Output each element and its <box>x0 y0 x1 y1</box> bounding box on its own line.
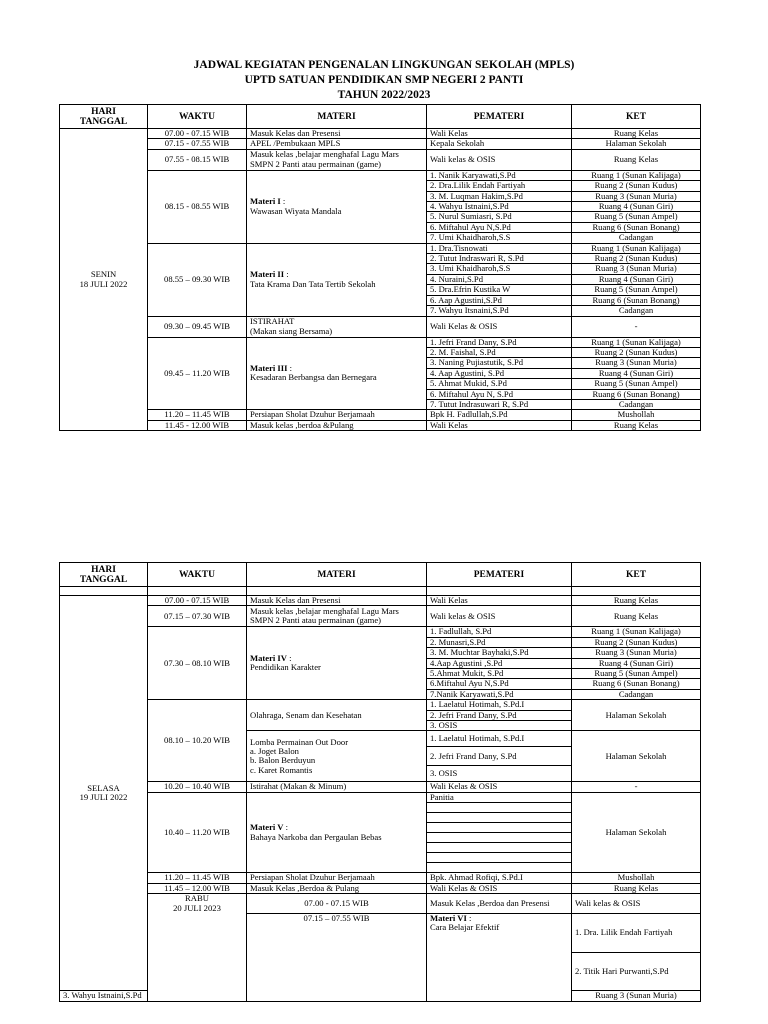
time-cell: 07.30 – 08.10 WIB <box>148 627 247 700</box>
ket-cell: Ruang 3 (Sunan Muria) <box>572 264 701 274</box>
table-row <box>60 792 701 802</box>
ket-cell: Ruang 5 (Sunan Ampel) <box>572 212 701 222</box>
materi-cell: Materi IV : Pendidikan Karakter <box>247 627 427 700</box>
table-row <box>60 606 701 627</box>
table-row <box>60 627 701 637</box>
time-cell: 07.15 - 07.55 WIB <box>148 139 247 149</box>
ket-cell: Ruang 2 (Sunan Kudus) <box>572 181 701 191</box>
ket-cell: Ruang 6 (Sunan Bonang) <box>572 222 701 232</box>
pemateri-cell: 7. Tutut Indrasuwari R, S.Pd <box>427 399 572 409</box>
ket-cell: Ruang 4 (Sunan Giri) <box>572 274 701 284</box>
ket-cell: Ruang 3 (Sunan Muria) <box>572 191 701 201</box>
materi-cell: Materi VI : Cara Belajar Efektif <box>427 913 572 1001</box>
ket-cell: Mushollah <box>572 873 701 883</box>
header-hari: HARI TANGGAL <box>60 105 148 129</box>
header-waktu: WAKTU <box>148 563 247 587</box>
doc-title-1: JADWAL KEGIATAN PENGENALAN LINGKUNGAN SEKOLAH (MPLS) <box>193 59 575 71</box>
time-cell: 09.30 – 09.45 WIB <box>148 316 247 337</box>
time-cell: 10.40 – 11.20 WIB <box>148 792 247 872</box>
pemateri-cell: 5. Ahmat Mukid, S.Pd <box>427 379 572 389</box>
ket-cell: - <box>572 316 701 337</box>
header-materi: MATERI <box>247 105 427 129</box>
materi-cell: Materi I : Wawasan Wiyata Mandala <box>247 170 427 243</box>
pemateri-cell: 4. Wahyu Istnaini,S.Pd <box>427 202 572 212</box>
pemateri-cell: 2. Jefri Frand Dany, S.Pd <box>427 710 572 720</box>
time-cell: 07.00 - 07.15 WIB <box>148 596 247 606</box>
table-row <box>60 170 701 180</box>
ket-cell: Ruang 1 (Sunan Kalijaga) <box>572 627 701 637</box>
ket-cell: - <box>572 782 701 792</box>
ket-cell: Cadangan <box>572 689 701 699</box>
ket-cell: Ruang Kelas <box>572 596 701 606</box>
pemateri-cell: 3. M. Muchtar Bayhaki,S.Pd <box>427 648 572 658</box>
table-row <box>60 700 701 710</box>
schedule-table-monday <box>59 104 701 431</box>
ket-cell: Ruang 6 (Sunan Bonang) <box>572 389 701 399</box>
pemateri-cell: Wali kelas & OSIS <box>572 894 701 914</box>
schedule-table-tuesday <box>59 562 701 1002</box>
materi-cell: Masuk Kelas dan Presensi <box>247 129 427 139</box>
pemateri-cell: 3. Wahyu Istnaini,S.Pd <box>60 991 148 1001</box>
table-row <box>60 243 701 253</box>
ket-cell: Ruang 6 (Sunan Bonang) <box>572 679 701 689</box>
header-waktu: WAKTU <box>148 105 247 129</box>
materi-cell: Masuk kelas ,belajar menghafal Lagu Mars SMPN 2 Panti atau permainan (game) <box>247 149 427 170</box>
materi-cell: Masuk kelas ,berdoa &Pulang <box>247 420 427 430</box>
pemateri-cell: 2. Titik Hari Purwanti,S.Pd <box>572 952 701 991</box>
table-header-row <box>60 105 701 129</box>
materi-cell: Materi II : Tata Krama Dan Tata Tertib Sekolah <box>247 243 427 316</box>
pemateri-cell: 7. Wahyu Itsnaini,S.Pd <box>427 306 572 316</box>
materi-cell: Persiapan Sholat Dzuhur Berjamaah <box>247 410 427 420</box>
table-row <box>60 410 701 420</box>
pemateri-cell: 1. Dra.Tisnowati <box>427 243 572 253</box>
ket-cell: Ruang 2 (Sunan Kudus) <box>572 637 701 647</box>
pemateri-cell: 4.Aap Agustini ,S.Pd <box>427 658 572 668</box>
ket-cell: Ruang 1 (Sunan Kalijaga) <box>572 337 701 347</box>
table-row <box>60 894 701 914</box>
ket-cell: Ruang 3 (Sunan Muria) <box>572 648 701 658</box>
ket-cell: Ruang 2 (Sunan Kudus) <box>572 347 701 357</box>
ket-cell: Ruang 1 (Sunan Kalijaga) <box>572 243 701 253</box>
ket-cell: Ruang 2 (Sunan Kudus) <box>572 254 701 264</box>
doc-title-3: TAHUN 2022/2023 <box>337 89 431 101</box>
pemateri-cell <box>427 803 572 813</box>
materi-cell: Masuk Kelas dan Presensi <box>247 596 427 606</box>
pemateri-cell: 6. Miftahul Ayu N, S.Pd <box>427 389 572 399</box>
header-hari: HARI TANGGAL <box>60 563 148 587</box>
ket-cell: Halaman Sekolah <box>572 700 701 731</box>
pemateri-cell: 2. M. Faishal, S.Pd <box>427 347 572 357</box>
time-cell: 11.45 – 12.00 WIB <box>148 883 247 893</box>
materi-cell: ISTIRAHAT (Makan siang Bersama) <box>247 316 427 337</box>
materi-cell: Masuk Kelas ,Berdoa & Pulang <box>247 883 427 893</box>
ket-cell: Ruang 6 (Sunan Bonang) <box>572 295 701 305</box>
time-cell: 07.00 - 07.15 WIB <box>247 894 427 914</box>
time-cell: 11.20 – 11.45 WIB <box>148 410 247 420</box>
pemateri-cell: Bpk. Ahmad Rofiqi, S.Pd.I <box>427 873 572 883</box>
pemateri-cell: Wali kelas & OSIS <box>427 149 572 170</box>
table-row <box>60 149 701 170</box>
ket-cell: Halaman Sekolah <box>572 792 701 872</box>
ket-cell: Ruang 3 (Sunan Muria) <box>572 991 701 1001</box>
time-cell: 08.10 – 10.20 WIB <box>148 700 247 782</box>
pemateri-cell: 6. Miftahul Ayu N,S.Pd <box>427 222 572 232</box>
header-materi: MATERI <box>247 563 427 587</box>
pemateri-cell: 2. Dra.Lilik Endah Fartiyah <box>427 181 572 191</box>
pemateri-cell: 2. Tutut Indraswari R, S.Pd <box>427 254 572 264</box>
ket-cell: Cadangan <box>572 306 701 316</box>
header-pemateri: PEMATERI <box>427 563 572 587</box>
time-cell: 07.55 - 08.15 WIB <box>148 149 247 170</box>
pemateri-cell <box>427 863 572 873</box>
pemateri-cell: 1. Dra. Lilik Endah Fartiyah <box>572 913 701 952</box>
time-cell: 07.15 – 07.30 WIB <box>148 606 247 627</box>
pemateri-cell: 5.Ahmat Mukit, S.Pd <box>427 669 572 679</box>
pemateri-cell: 3. Umi Khaidharoh,S.S <box>427 264 572 274</box>
day-cell: SELASA 19 JULI 2022 <box>60 596 148 991</box>
ket-cell: Ruang Kelas <box>572 149 701 170</box>
time-cell: 08.15 - 08.55 WIB <box>148 170 247 243</box>
ket-cell: Ruang 5 (Sunan Ampel) <box>572 379 701 389</box>
pemateri-cell: 1. Jefri Frand Dany, S.Pd <box>427 337 572 347</box>
pemateri-cell <box>427 833 572 843</box>
pemateri-cell <box>427 843 572 853</box>
ket-cell: Ruang Kelas <box>572 420 701 430</box>
pemateri-cell: 2. Munasri,S.Pd <box>427 637 572 647</box>
pemateri-cell: 2. Jefri Frand Dany, S.Pd <box>427 747 572 766</box>
pemateri-cell <box>427 813 572 823</box>
pemateri-cell: 7. Umi Khaidharoh,S.S <box>427 233 572 243</box>
table-row <box>60 596 701 606</box>
pemateri-cell <box>427 853 572 863</box>
materi-cell: Lomba Permainan Out Door a. Joget Balon b. Balon Berduyun c. Karet Romantis <box>247 731 427 782</box>
table-row <box>60 883 701 893</box>
pemateri-cell <box>427 823 572 833</box>
materi-cell: Persiapan Sholat Dzuhur Berjamaah <box>247 873 427 883</box>
ket-cell: Ruang 3 (Sunan Muria) <box>572 358 701 368</box>
table-row <box>60 129 701 139</box>
table-row <box>60 420 701 430</box>
time-cell: 10.20 – 10.40 WIB <box>148 782 247 792</box>
ket-cell: Ruang 4 (Sunan Giri) <box>572 658 701 668</box>
pemateri-cell: 1. Laelatul Hotimah, S.Pd.I <box>427 700 572 710</box>
pemateri-cell: Wali Kelas <box>427 420 572 430</box>
ket-cell: Ruang Kelas <box>572 129 701 139</box>
pemateri-cell: 3. OSIS <box>427 766 572 782</box>
pemateri-cell: 5. Dra.Efrin Kustika W <box>427 285 572 295</box>
pemateri-cell: Wali Kelas & OSIS <box>427 883 572 893</box>
pemateri-cell: 1. Fadlullah, S.Pd <box>427 627 572 637</box>
ket-cell: Ruang Kelas <box>572 606 701 627</box>
header-ket: KET <box>572 105 701 129</box>
time-cell: 07.15 – 07.55 WIB <box>247 913 427 1001</box>
time-cell: 11.20 – 11.45 WIB <box>148 873 247 883</box>
pemateri-cell: Wali Kelas <box>427 129 572 139</box>
pemateri-cell: 3. OSIS <box>427 721 572 731</box>
materi-cell: Olahraga, Senam dan Kesehatan <box>247 700 427 731</box>
table-header-row <box>60 563 701 587</box>
day-cell: RABU 20 JULI 2023 <box>148 894 247 1001</box>
pemateri-cell: 4. Aap Agustini, S.Pd <box>427 368 572 378</box>
pemateri-cell: Wali Kelas & OSIS <box>427 782 572 792</box>
table-row <box>60 873 701 883</box>
day-cell: SENIN 18 JULI 2022 <box>60 129 148 431</box>
ket-cell: Ruang 4 (Sunan Giri) <box>572 368 701 378</box>
pemateri-cell: 6. Aap Agustini,S.Pd <box>427 295 572 305</box>
table-row <box>60 337 701 347</box>
pemateri-cell: Wali Kelas <box>427 596 572 606</box>
pemateri-cell: Panitia <box>427 792 572 802</box>
table-row <box>60 316 701 337</box>
ket-cell: Mushollah <box>572 410 701 420</box>
ket-cell: Ruang 4 (Sunan Giri) <box>572 202 701 212</box>
ket-cell: Halaman Sekolah <box>572 139 701 149</box>
materi-cell: Masuk Kelas ,Berdoa dan Presensi <box>427 894 572 914</box>
pemateri-cell: 1. Laelatul Hotimah, S.Pd.I <box>427 731 572 747</box>
table-row <box>60 139 701 149</box>
pemateri-cell: 1. Nanik Karyawati,S.Pd <box>427 170 572 180</box>
materi-cell: Masuk kelas ,belajar menghafal Lagu Mars SMPN 2 Panti atau permainan (game) <box>247 606 427 627</box>
pemateri-cell: 6.Miftahul Ayu N,S.Pd <box>427 679 572 689</box>
materi-cell: Materi V : Bahaya Narkoba dan Pergaulan Bebas <box>247 792 427 872</box>
ket-cell: Cadangan <box>572 399 701 409</box>
doc-title-2: UPTD SATUAN PENDIDIKAN SMP NEGERI 2 PANTI <box>244 74 524 86</box>
ket-cell: Halaman Sekolah <box>572 731 701 782</box>
header-ket: KET <box>572 563 701 587</box>
time-cell: 08.55 – 09.30 WIB <box>148 243 247 316</box>
time-cell: 07.00 - 07.15 WIB <box>148 129 247 139</box>
pemateri-cell: Kepala Sekolah <box>427 139 572 149</box>
pemateri-cell: Wali kelas & OSIS <box>427 606 572 627</box>
pemateri-cell: 4. Nuraini,S.Pd <box>427 274 572 284</box>
time-cell: 09.45 – 11.20 WIB <box>148 337 247 410</box>
pemateri-cell: 3. M. Luqman Hakim,S.Pd <box>427 191 572 201</box>
materi-cell: Istirahat (Makan & Minum) <box>247 782 427 792</box>
time-cell: 11.45 - 12.00 WIB <box>148 420 247 430</box>
pemateri-cell: 3. Naning Pujiastutik, S.Pd <box>427 358 572 368</box>
ket-cell: Ruang 5 (Sunan Ampel) <box>572 669 701 679</box>
table-spacer-row <box>60 587 701 596</box>
ket-cell: Ruang 1 (Sunan Kalijaga) <box>572 170 701 180</box>
header-pemateri: PEMATERI <box>427 105 572 129</box>
table-row <box>60 782 701 792</box>
ket-cell: Cadangan <box>572 233 701 243</box>
pemateri-cell: 5. Nurul Sumiasri, S.Pd <box>427 212 572 222</box>
materi-cell: APEL /Pembukaan MPLS <box>247 139 427 149</box>
ket-cell: Ruang 5 (Sunan Ampel) <box>572 285 701 295</box>
pemateri-cell: 7.Nanik Karyawati,S.Pd <box>427 689 572 699</box>
ket-cell: Ruang Kelas <box>572 883 701 893</box>
pemateri-cell: Wali Kelas & OSIS <box>427 316 572 337</box>
materi-cell: Materi III : Kesadaran Berbangsa dan Bernegara <box>247 337 427 410</box>
pemateri-cell: Bpk H. Fadlullah,S.Pd <box>427 410 572 420</box>
